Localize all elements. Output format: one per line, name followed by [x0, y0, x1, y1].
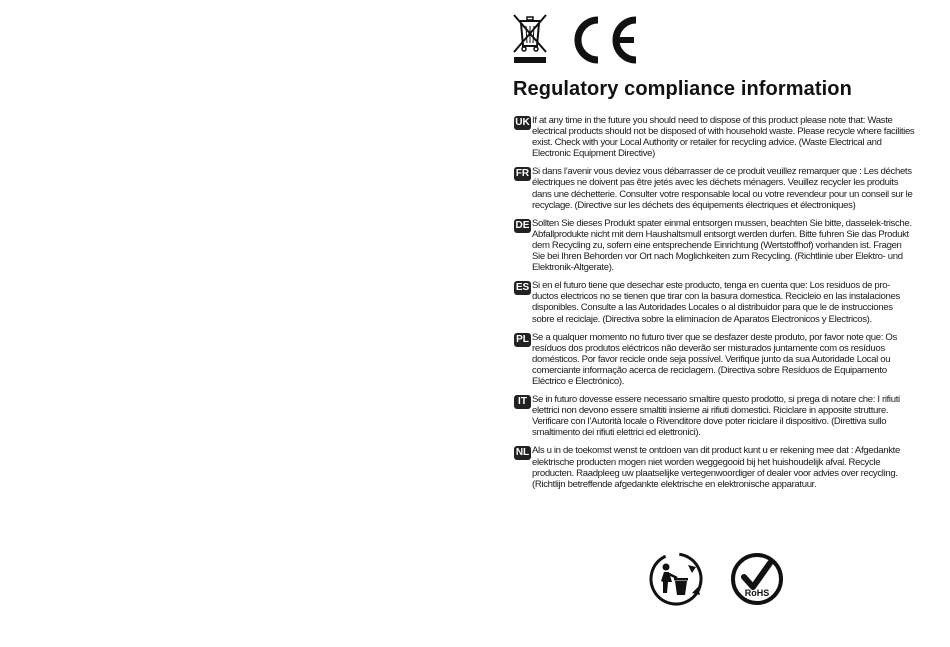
language-code-badge: IT	[514, 395, 531, 409]
recycling-bin-icon	[648, 551, 704, 607]
language-code-badge: FR	[515, 168, 530, 180]
environment-marks	[648, 551, 788, 607]
page-title: Regulatory compliance information	[513, 78, 852, 100]
section-es	[514, 280, 916, 324]
section-text: Si dans l’avenir vous deviez vous débarrasser de ce produit veuillez remarquer que : Les déchets électriques ne doivent pas être jetés avec les déchets ménagers. Veuillez recycler les produits dans une déchetterie. Consulter votre responsable local ou votre revendeur pour un conseil sur le recyclage. (Directive sur les déchets des équipements électriques et électroniques)	[532, 166, 913, 211]
section-text: If at any time in the future you should need to dispose of this product please note that: Waste electrical products should not be disposed of with household waste. Please recycle where facilities exist. Check with your Local Authority or retailer for recycling advice. (Waste Electrical and Electronic Equipment Directive)	[532, 115, 915, 160]
section-text: Si en el futuro tiene que desechar este producto, tenga en cuenta que: Los residuos de pro-ductos electricos no se tienen que tirar con la basura domestica. Recicleio en las instalaciones disponibles. Consulte a las Autoridades Locales o al distribuidor para que le de instrucciones sobre el reciclaje. (Directiva sobre la eliminacion de Aparatos Electronicos y Electricos).	[532, 280, 900, 325]
language-code-badge: ES	[515, 282, 530, 294]
section-uk	[514, 115, 916, 159]
section-it	[514, 394, 916, 438]
section-fr	[514, 166, 916, 210]
language-code-badge: DE	[515, 219, 530, 231]
section-text: Als u in de toekomst wenst te ontdoen van dit product kunt u er rekening mee dat : Afgedankte elektrische producten mogen niet worden weggegooid bij het huishoudelijk afval. Recycle producten. Raadpleeg uw plaatselijke vertegenwoordiger of dealer voor advies over recycling. (Richtlijn betreffende afgedankte elektrische en elektronische apparatuur.	[532, 445, 900, 490]
section-nl	[514, 445, 916, 489]
rohs-check-icon	[730, 551, 784, 607]
section-pl	[514, 332, 916, 387]
language-code-badge: UK	[515, 117, 530, 128]
weee-crossed-bin-icon	[512, 12, 548, 64]
section-text: Sollten Sie dieses Produkt spater einmal entsorgen mussen, beachten Sie bitte, dasselek-trische. Abfallprodukte nicht mit dem Haushaltsmull entsorgt werden durfen. Bitte fuhren Sie das Produkt dem Recycling zu, sofern eine entsprechende Einrichtung (Wertstoffhof) vorhanden ist. Fragen Sie bei Ihren Behorden vor Ort nach Moglichkeiten zum Recycling. (Richtlinie uber Elektro- und Elektronik-Altgerate).	[532, 217, 912, 274]
section-text: Se in futuro dovesse essere necessario smaltire questo prodotto, si prega di notare che: I rifiuti elettrici non devono essere smaltiti insieme ai rifiuti domestici. Riciclare in apposite strutture. Verificare con l’Autorità locale o Rivenditore dove poter riciclare il dispositivo. (Direttiva sullo smaltimento dei rifiuti elettrici ed elettronici).	[532, 394, 900, 439]
ce-mark-icon	[568, 14, 642, 66]
rohs-label: RoHS	[744, 588, 770, 598]
language-code-badge: PL	[514, 333, 531, 347]
language-code-badge: NL	[515, 447, 530, 459]
section-de	[514, 218, 916, 273]
language-sections	[514, 115, 916, 497]
section-text: Se a qualquer momento no futuro tiver que se desfazer deste produto, por favor note que: Os resíduos dos produtos eléctricos não deverão ser misturados juntamente com os resíduos domésticos. Por favor recicle onde seja possível. Verifique junto da sua Autoridade Local ou comerciante informação acerca de reciclagem. (Directiva sobre Resíduos de Equipamento Eléctrico e Electrónico).	[532, 331, 897, 387]
